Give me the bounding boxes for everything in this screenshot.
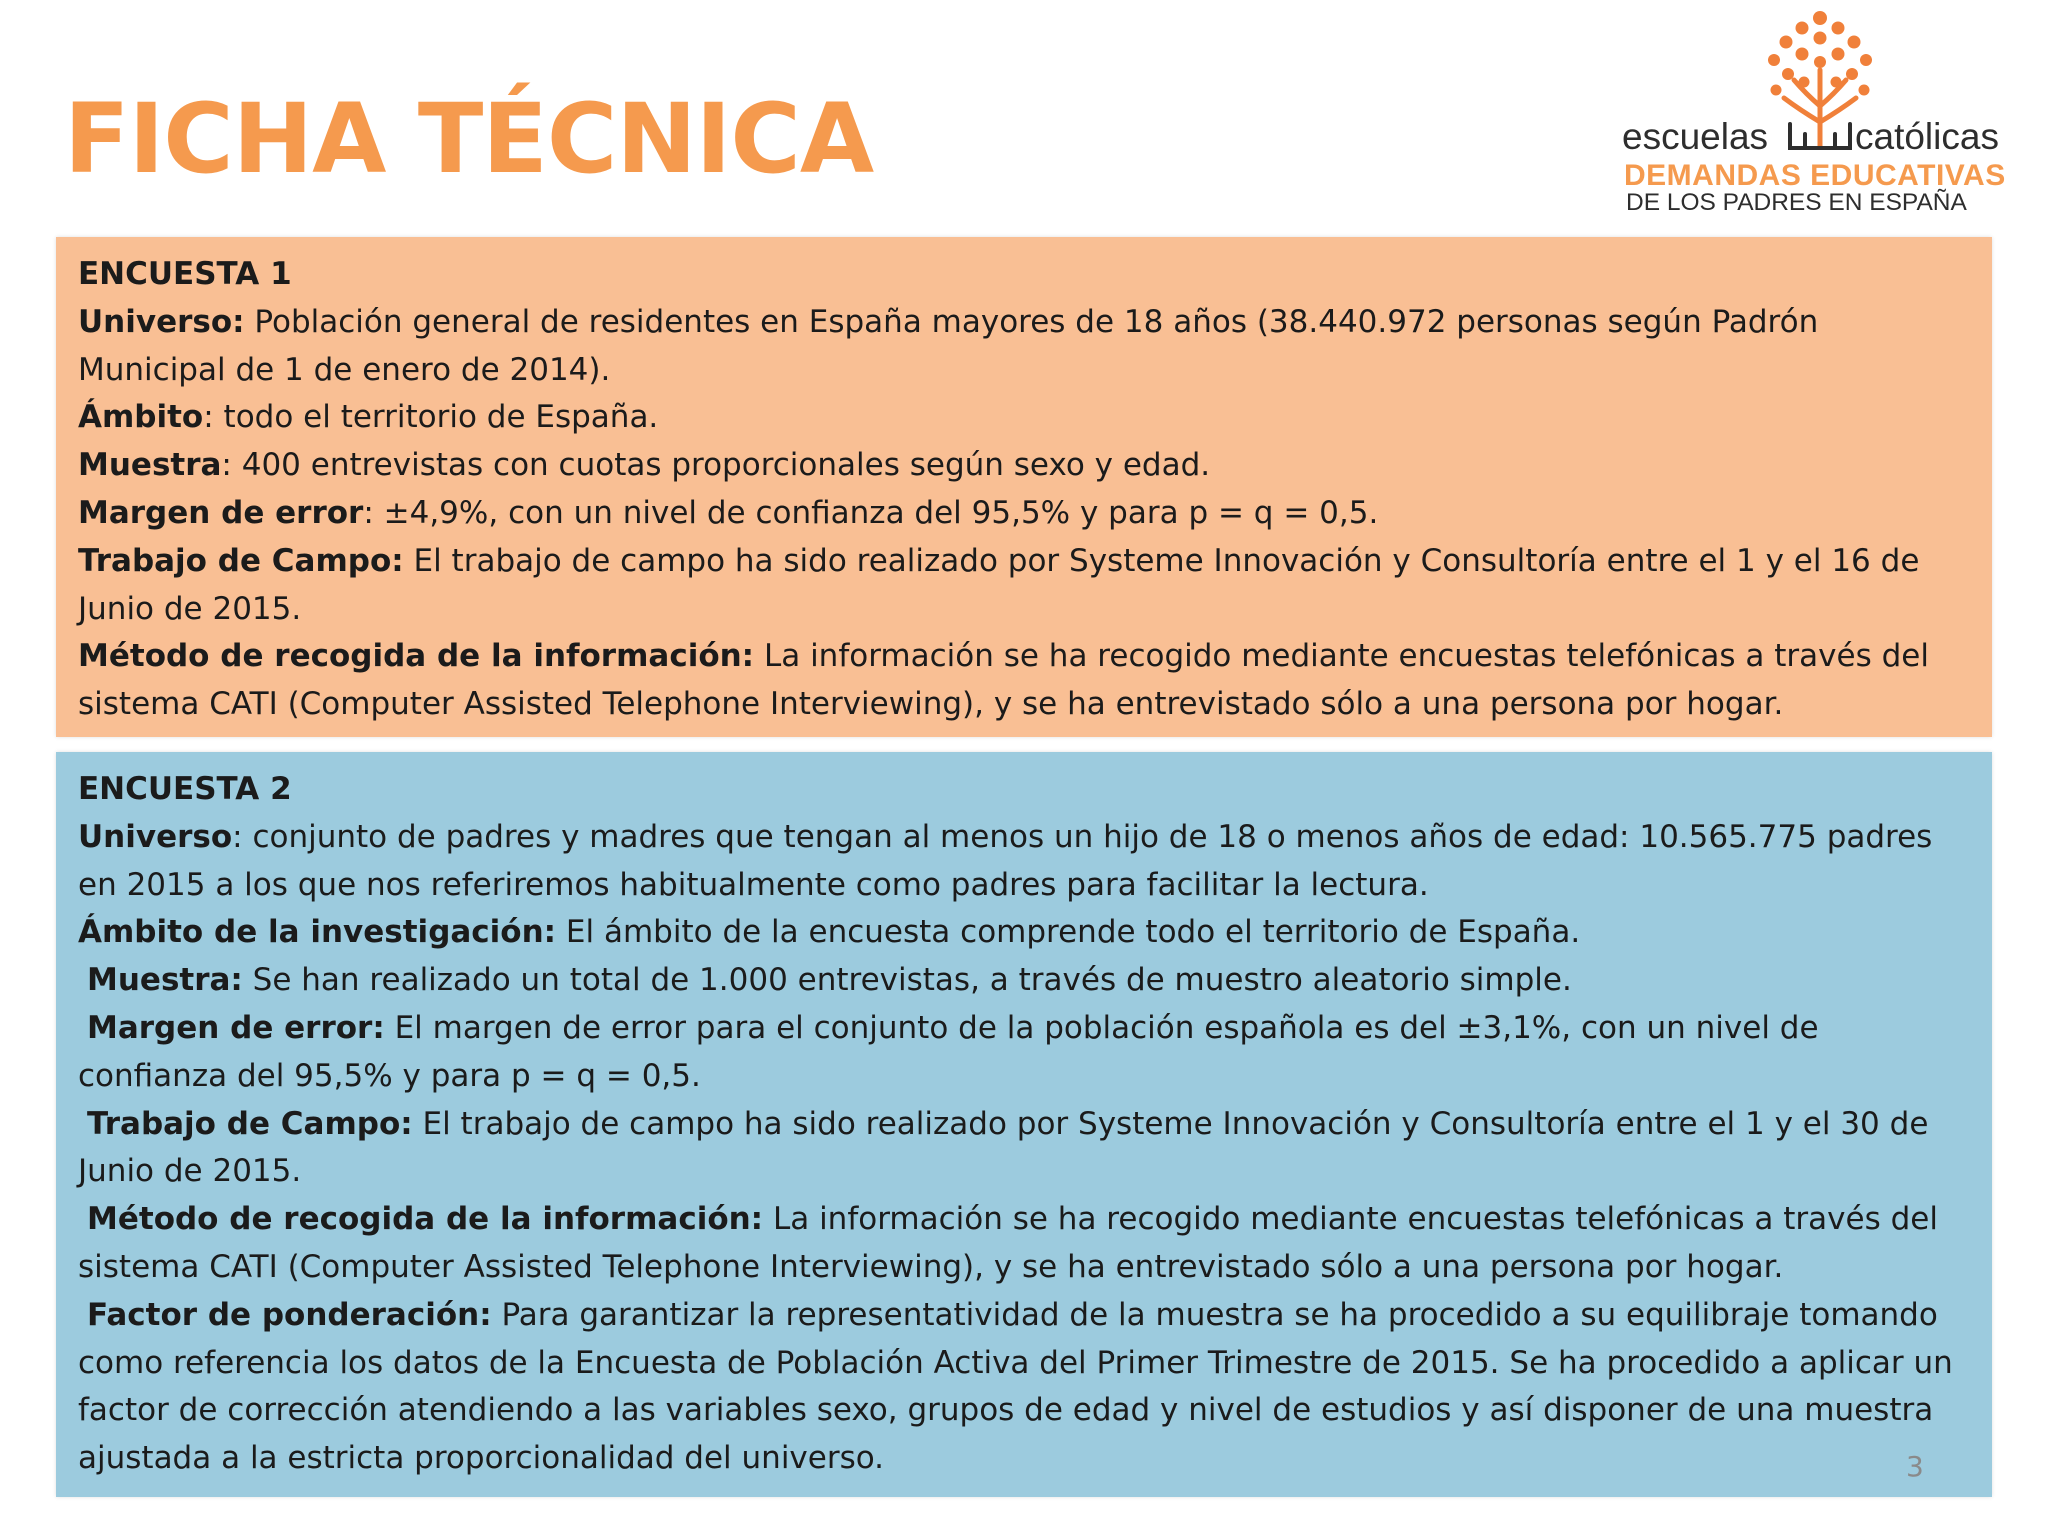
survey-1-heading: ENCUESTA 1 (78, 256, 292, 292)
field-label: Factor de ponderación: (87, 1296, 492, 1333)
logo-subtitle-padres: DE LOS PADRES EN ESPAÑA (1626, 189, 1967, 216)
survey-1-ambito (78, 394, 1970, 442)
survey-1-muestra (78, 442, 1970, 490)
logo-word-catolicas: católicas (1855, 116, 1999, 157)
survey-2-muestra (78, 957, 1970, 1005)
survey-1-universo (78, 299, 1970, 395)
field-label: Ámbito (78, 399, 204, 436)
field-value: El trabajo de campo ha sido realizado por Systeme Innovación y Consultoría entre el 1 y el 30 de Junio de 2015. (78, 1105, 1929, 1190)
page-number: 3 (1906, 1450, 1924, 1483)
field-value: El trabajo de campo ha sido realizado por Systeme Innovación y Consultoría entre el 1 y el 16 de Junio de 2015. (78, 542, 1920, 627)
field-label: Margen de error: (87, 1009, 385, 1046)
survey-2-trabajo-campo (78, 1101, 1970, 1197)
logo (1610, 6, 2030, 216)
survey-1-metodo-recogida (78, 633, 1970, 729)
field-label: Muestra (78, 447, 222, 484)
field-value: : conjunto de padres y madres que tengan al menos un hijo de 18 o menos años de edad: 10.565.775 padres en 2015 a los que nos referiremos habitualmente como padres para facilitar la lectura. (78, 818, 1933, 903)
survey-2-box (56, 752, 1992, 1497)
survey-2-heading: ENCUESTA 2 (78, 771, 292, 807)
logo-subtitle-demandas: DEMANDAS EDUCATIVAS (1624, 159, 2006, 192)
field-label: Muestra: (87, 962, 243, 999)
field-label: Método de recogida de la información: (78, 638, 755, 675)
logo-word-escuelas: escuelas (1622, 116, 1769, 157)
field-label: Trabajo de Campo: (78, 542, 404, 579)
survey-1-margen-error (78, 490, 1970, 538)
field-value: : todo el territorio de España. (203, 399, 659, 436)
page-title: FICHA TÉCNICA (64, 83, 874, 195)
field-value: Población general de residentes en España mayores de 18 años (38.440.972 personas según Padrón Municipal de 1 de enero de 2014). (78, 303, 1819, 388)
field-value: : 400 entrevistas con cuotas proporcionales según sexo y edad. (221, 447, 1211, 484)
field-label: Margen de error (78, 494, 364, 531)
survey-2-factor-ponderacion (78, 1292, 1970, 1483)
survey-2-metodo-recogida (78, 1196, 1970, 1292)
field-label: Trabajo de Campo: (87, 1105, 413, 1142)
field-value: El ámbito de la encuesta comprende todo el territorio de España. (556, 914, 1581, 951)
survey-1-box (56, 237, 1992, 737)
field-label: Método de recogida de la información: (87, 1201, 764, 1238)
field-value: : ±4,9%, con un nivel de confianza del 95,5% y para p = q = 0,5. (363, 494, 1379, 531)
field-value: Para garantizar la representatividad de la muestra se ha procedido a su equilibraje tomando como referencia los datos de la Encuesta de Población Activa del Primer Trimestre de 2015. Se ha procedido a aplicar un factor de corrección atendiendo a las variables sexo, grupos de edad y nivel de estudios y así disponer de una muestra ajustada a la estricta proporcionalidad del universo. (78, 1296, 1953, 1477)
field-label: Ámbito de la investigación: (78, 914, 557, 951)
field-value: Se han realizado un total de 1.000 entrevistas, a través de muestro aleatorio simple. (242, 962, 1572, 999)
field-label: Universo: (78, 303, 245, 340)
field-value: La información se ha recogido mediante encuestas telefónicas a través del sistema CATI (Computer Assisted Telephone Interviewing), y se ha entrevistado sólo a una persona por hogar. (78, 638, 1929, 723)
survey-2-ambito (78, 909, 1970, 957)
field-value: El margen de error para el conjunto de la población española es del ±3,1%, con un nivel de confianza del 95,5% y para p = q = 0,5. (78, 1009, 1819, 1094)
field-value: La información se ha recogido mediante encuestas telefónicas a través del sistema CATI (Computer Assisted Telephone Interviewing), y se ha entrevistado sólo a una persona por hogar. (78, 1201, 1938, 1285)
survey-2-margen-error (78, 1005, 1970, 1101)
survey-2-universo (78, 814, 1970, 910)
survey-1-trabajo-campo (78, 538, 1970, 634)
field-label: Universo (78, 818, 233, 855)
